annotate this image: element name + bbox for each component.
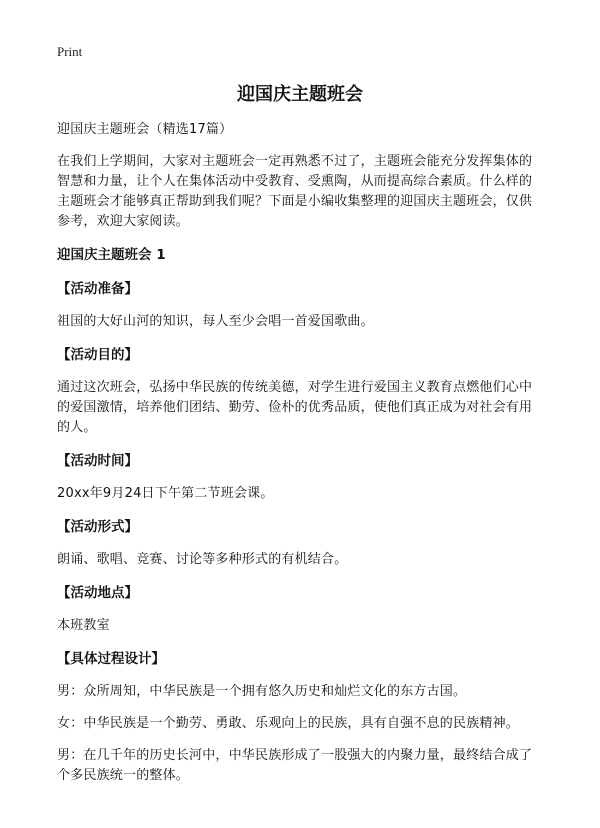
- heading-preparation: 【活动准备】: [57, 281, 138, 297]
- heading-location: 【活动地点】: [57, 585, 138, 601]
- document-body: [57, 120, 543, 798]
- text-purpose: 通过这次班会，弘扬中华民族的传统美德，对学生进行爱国主义教育点燃他们心中的爱国激情，培养他们团结、勤劳、俭朴的优秀品质，使他们真正成为对社会有用的人。: [57, 380, 533, 435]
- document-subtitle: 迎国庆主题班会（精选17篇）: [57, 122, 233, 137]
- heading-process: 【具体过程设计】: [57, 651, 165, 667]
- intro-paragraph: 在我们上学期间，大家对主题班会一定再熟悉不过了，主题班会能充分发挥集体的智慧和力量，让个人在集体活动中受教育、受熏陶，从而提高综合素质。什么样的主题班会才能够真正帮助到我们呢？下面是小编收集整理的迎国庆主题班会，仅供参考，欢迎大家阅读。: [57, 154, 533, 229]
- dialogue-line: 男：在几千年的历史长河中，中华民族形成了一股强大的内聚力量，最终结合成了个多民族统一的整体。: [57, 748, 533, 783]
- heading-time: 【活动时间】: [57, 453, 138, 469]
- print-link[interactable]: Print: [57, 44, 83, 59]
- section-title: 迎国庆主题班会 1: [57, 247, 166, 263]
- text-location: 本班教室: [57, 618, 110, 633]
- dialogue-line: 女：中华民族是一个勤劳、勇敢、乐观向上的民族，具有自强不息的民族精神。: [57, 716, 520, 731]
- heading-purpose: 【活动目的】: [57, 347, 138, 363]
- page-title: 迎国庆主题班会: [237, 84, 363, 105]
- text-process: 男：众所周知，中华民族是一个拥有悠久历史和灿烂文化的东方古国。: [57, 684, 467, 699]
- text-time: 20xx年9月24日下午第二节班会课。: [57, 486, 274, 501]
- text-form: 朗诵、歌唱、竞赛、讨论等多种形式的有机结合。: [57, 552, 348, 567]
- text-preparation: 祖国的大好山河的知识，每人至少会唱一首爱国歌曲。: [57, 314, 374, 329]
- heading-form: 【活动形式】: [57, 519, 138, 535]
